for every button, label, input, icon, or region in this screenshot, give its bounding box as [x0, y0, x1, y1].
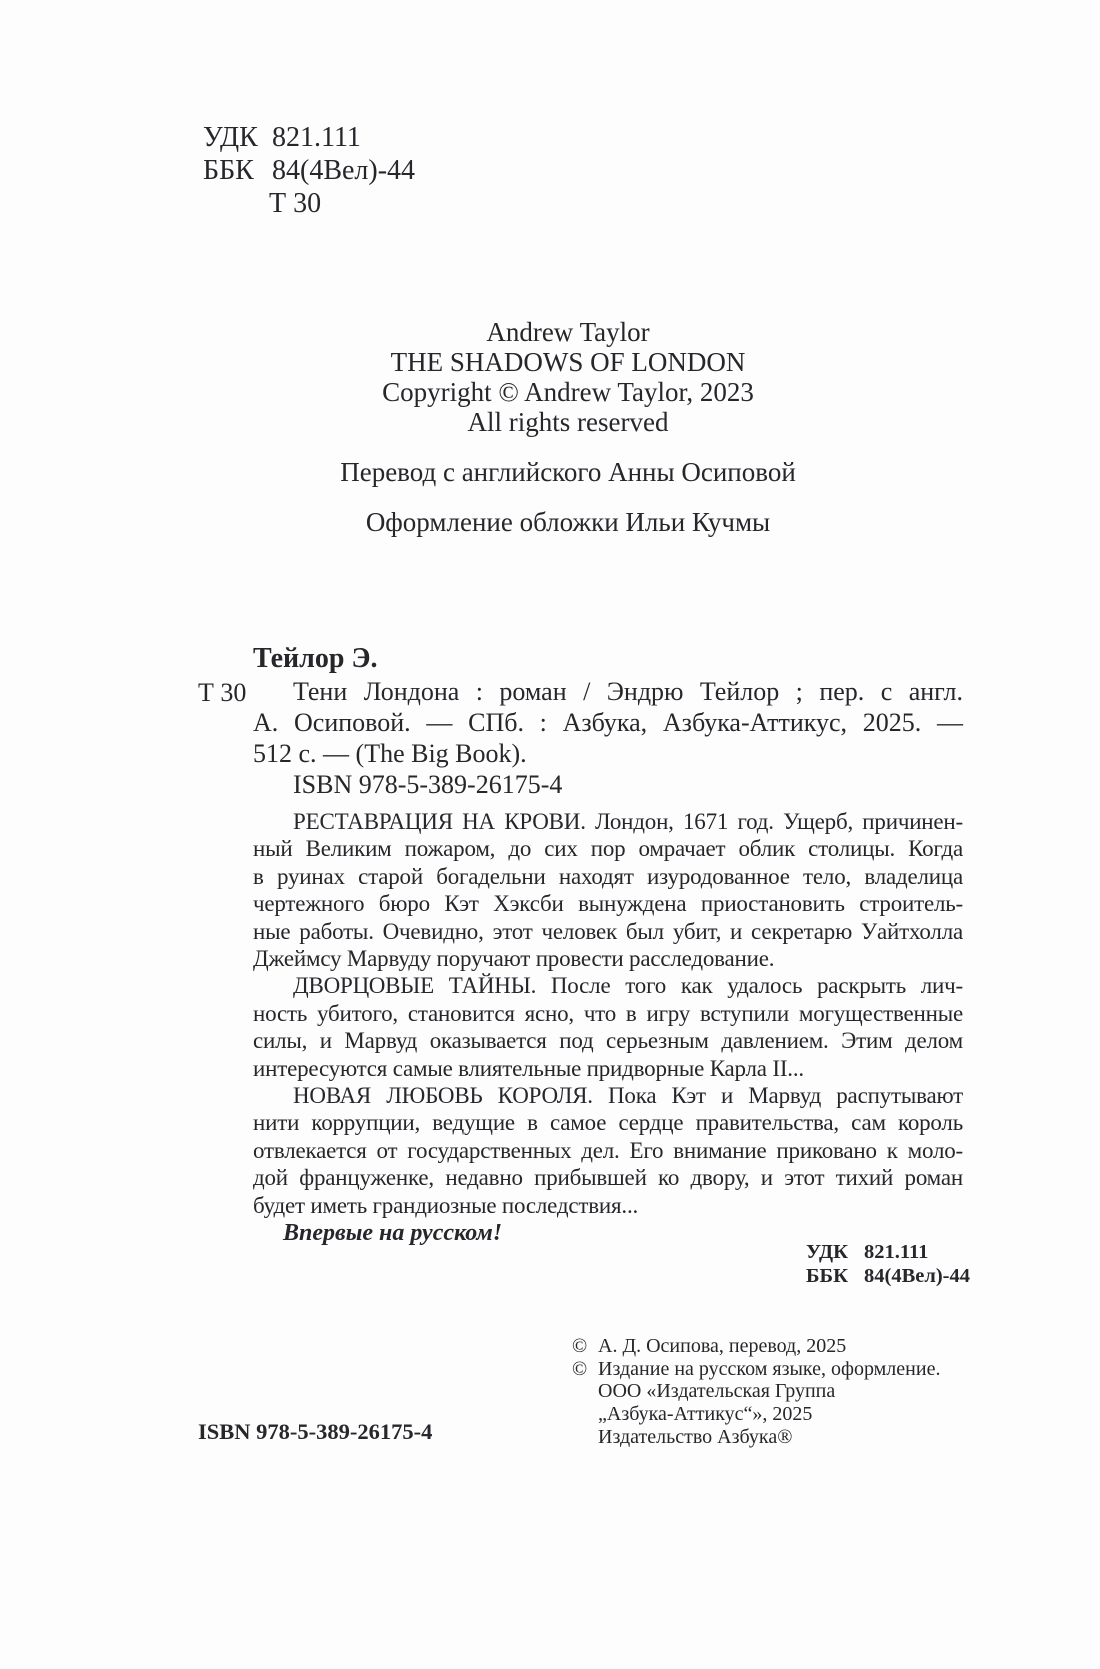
copyright-block	[572, 1335, 952, 1449]
bbk-value: 84(4Вел)-44	[864, 1265, 971, 1287]
copyright-text: Издательство Азбука®	[598, 1425, 793, 1448]
copyright-text: А. Д. Осипова, перевод, 2025	[598, 1335, 847, 1357]
udc-label: УДК	[203, 122, 258, 153]
copyright-symbol: ©	[572, 1335, 588, 1357]
udc-value: 821.111	[272, 122, 361, 153]
bbk-label: ББК	[203, 155, 254, 186]
annotation-line: РЕСТАВРАЦИЯ НА КРОВИ. Лондон, 1671 год. Ущерб, причинен-	[293, 809, 963, 834]
bbk-line	[203, 154, 415, 187]
bottom-cataloguing-codes	[806, 1240, 970, 1288]
annotation-line: чертежного бюро Кэт Хэксби вынуждена приостановить строитель-	[253, 891, 963, 917]
annotation-line: НОВАЯ ЛЮБОВЬ КОРОЛЯ. Пока Кэт и Марвуд распутывают	[293, 1083, 963, 1109]
udc-line	[806, 1240, 970, 1264]
udc-value: 821.111	[864, 1241, 929, 1263]
annotation-line: интересуются самые влиятельные придворные Карла II...	[253, 1055, 804, 1081]
card-author-sign: Т 30	[198, 678, 247, 707]
bib-line: А. Осиповой. — СПб. : Азбука, Азбука-Аттикус, 2025. —	[253, 708, 963, 737]
annotation-line: нити коррупции, ведущие в самое сердце правительства, сам король	[253, 1110, 963, 1136]
udc-line	[203, 121, 415, 154]
annotation-line: в руинах старой богадельни находят изуродованное тело, владелица	[253, 863, 963, 889]
annotation-line: отвлекается от государственных дел. Его внимание приковано к моло-	[253, 1137, 963, 1163]
original-author: Andrew Taylor	[486, 317, 650, 347]
first-time-in-russian: Впервые на русском!	[283, 1220, 503, 1247]
card-isbn: ISBN 978-5-389-26175-4	[293, 770, 563, 799]
copyright-line	[572, 1380, 952, 1403]
card-author-heading: Тейлор Э.	[253, 643, 378, 674]
copyright-text: ООО «Издательская Группа	[598, 1380, 836, 1403]
bib-line: Тени Лондона : роман / Эндрю Тейлор ; пер. с англ.	[293, 677, 963, 706]
copyright-line	[572, 1358, 952, 1381]
top-cataloguing-codes	[203, 121, 415, 220]
original-edition-block	[203, 317, 933, 437]
annotation-line: дой француженке, недавно прибывшей ко двору, и этот тихий роман	[253, 1165, 963, 1191]
annotation-line: силы, и Марвуд оказывается под серьезным давлением. Этим делом	[253, 1028, 963, 1054]
copyright-symbol: ©	[572, 1357, 588, 1380]
annotation-line: ные работы. Очевидно, этот человек был убит, и секретарю Уайтхолла	[253, 918, 963, 944]
annotation-line: ДВОРЦОВЫЕ ТАЙНЫ. После того как удалось раскрыть лич-	[293, 973, 963, 999]
annotation-line: будет иметь грандиозные последствия...	[253, 1192, 639, 1218]
copyright-line	[572, 1403, 952, 1426]
bbk-line	[806, 1264, 970, 1288]
annotation-line: ный Великим пожаром, до сих пор омрачает облик столицы. Когда	[253, 836, 963, 862]
bbk-label: ББК	[806, 1265, 848, 1287]
copyright-text: Издание на русском языке, оформление.	[598, 1357, 941, 1380]
bib-line: 512 с. — (The Big Book).	[253, 739, 527, 768]
translation-credit: Перевод с английского Анны Осиповой	[340, 457, 796, 487]
cover-design-credit: Оформление обложки Ильи Кучмы	[365, 507, 771, 537]
copyright-line	[572, 1335, 952, 1358]
rights-reserved: All rights reserved	[467, 407, 669, 437]
annotation-line: ность убитого, становится ясно, что в игру вступили могущественные	[253, 1000, 963, 1026]
bbk-value: 84(4Вел)-44	[272, 155, 416, 186]
original-copyright: Copyright © Andrew Taylor, 2023	[382, 377, 754, 407]
copyright-line	[572, 1426, 952, 1449]
catalogue-card	[198, 642, 963, 1247]
author-sign: Т 30	[269, 188, 322, 219]
udc-label: УДК	[806, 1241, 848, 1263]
copyright-text: „Азбука-Аттикус“», 2025	[598, 1403, 813, 1426]
footer-isbn: ISBN 978-5-389-26175-4	[198, 1419, 433, 1444]
original-title: THE SHADOWS OF LONDON	[390, 347, 746, 377]
annotation-line: Джеймсу Марвуду поручают провести расследование.	[253, 946, 775, 972]
